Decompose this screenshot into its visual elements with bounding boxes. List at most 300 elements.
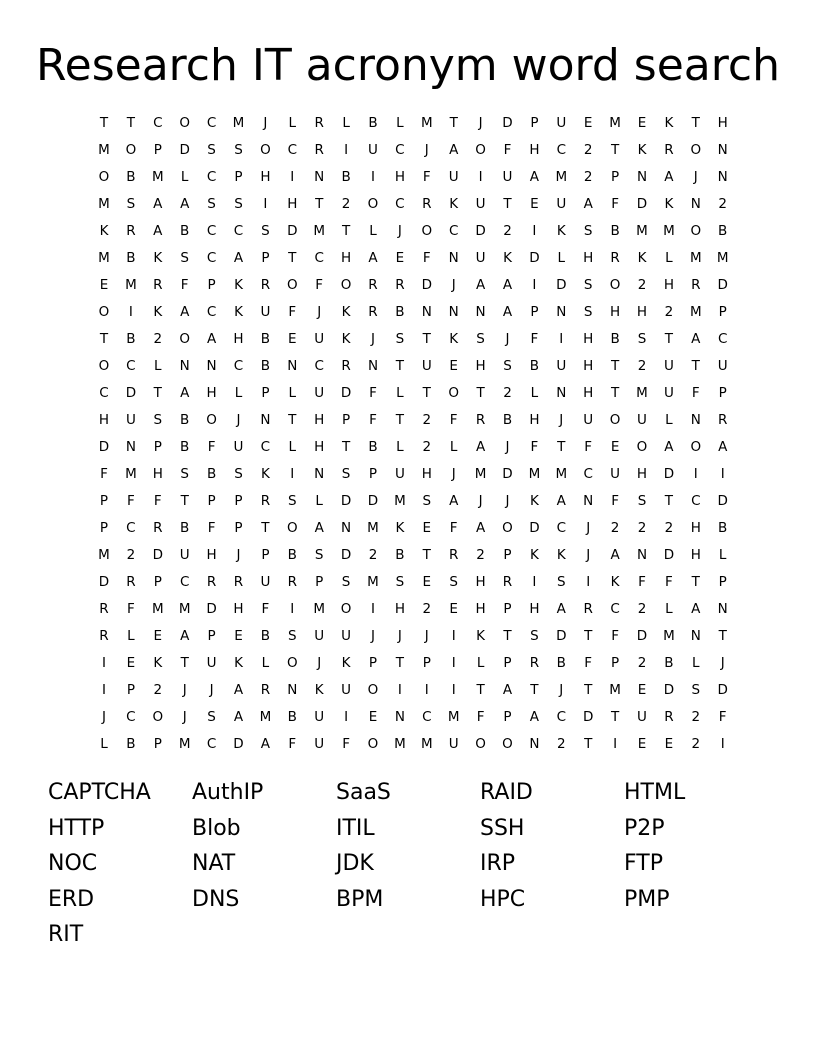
grid-letter: T [610,709,620,725]
grid-letter: R [610,250,620,266]
grid-letter: R [529,655,540,671]
grid-letter: L [396,439,404,455]
grid-letter: 2 [557,736,566,752]
grid-letter: I [586,574,591,590]
page-title: Research IT acronym word search [36,40,780,91]
grid-letter: J [182,709,187,725]
grid-letter: K [664,196,674,212]
grid-letter: C [126,709,136,725]
grid-letter: F [584,439,593,455]
grid-letter: C [314,250,324,266]
grid-letter: P [153,142,162,158]
grid-letter: J [451,277,456,293]
grid-letter: 2 [153,682,163,698]
grid-letter: P [99,520,109,536]
word-list-item: NAT [192,851,236,876]
grid-letter: I [532,223,537,239]
grid-letter: U [394,466,405,482]
grid-letter: E [422,574,432,590]
grid-letter: M [367,574,379,590]
grid-letter: L [718,547,727,563]
grid-letter: I [532,574,537,590]
grid-letter: S [395,331,405,347]
grid-letter: R [287,574,297,590]
grid-letter: I [102,682,106,698]
grid-letter: I [532,277,537,293]
word-list-item: JDK [336,851,374,876]
grid-letter: A [475,439,486,455]
grid-letter: N [260,412,271,428]
grid-letter: 2 [718,196,727,212]
grid-letter: A [502,277,513,293]
grid-letter: T [422,331,431,347]
grid-letter: S [449,574,458,590]
grid-letter: B [206,466,217,482]
grid-letter: A [529,169,540,185]
grid-letter: B [718,520,728,536]
grid-letter: K [529,547,539,563]
grid-letter: D [340,493,352,509]
grid-letter: A [664,169,674,185]
grid-letter: T [99,331,109,347]
grid-letter: P [718,304,727,320]
grid-letter: F [665,574,673,590]
word-list-item: RIT [48,922,84,947]
grid-letter: C [153,115,163,131]
grid-letter: L [154,358,162,374]
grid-letter: P [126,682,135,698]
grid-letter: 2 [153,331,163,347]
grid-letter: B [502,412,513,428]
grid-letter: P [261,250,270,266]
grid-letter: M [394,736,406,752]
grid-letter: H [583,358,594,374]
grid-letter: P [422,655,431,671]
grid-letter: N [556,385,567,401]
grid-letter: C [260,439,271,455]
grid-letter: T [584,736,593,752]
grid-letter: M [178,736,191,752]
grid-letter: R [664,142,674,158]
grid-letter: A [314,520,324,536]
grid-letter: B [180,520,190,536]
grid-letter: S [691,682,701,698]
grid-letter: C [206,304,217,320]
grid-letter: F [584,655,593,671]
grid-letter: J [478,493,483,509]
grid-letter: D [663,682,675,698]
grid-letter: K [341,304,351,320]
grid-letter: U [556,115,567,131]
grid-letter: A [180,628,190,644]
grid-letter: F [691,385,700,401]
grid-letter: T [691,358,700,374]
grid-letter: C [717,331,728,347]
grid-letter: 2 [503,385,512,401]
grid-letter: E [153,628,163,644]
grid-letter: N [314,169,325,185]
grid-letter: R [448,547,459,563]
grid-letter: T [557,439,566,455]
grid-letter: U [637,412,647,428]
grid-letter: E [637,736,647,752]
grid-letter: O [179,331,190,347]
grid-letter: J [586,547,591,563]
grid-letter: C [287,142,298,158]
grid-letter: E [368,709,378,725]
grid-letter: N [287,682,298,698]
grid-letter: O [152,709,164,725]
grid-letter: R [691,277,701,293]
grid-letter: N [690,196,701,212]
grid-letter: F [369,385,377,401]
grid-letter: T [422,385,431,401]
grid-letter: C [610,601,620,617]
grid-letter: F [127,493,135,509]
grid-letter: J [263,115,268,131]
grid-letter: B [368,115,378,131]
grid-letter: N [421,304,432,320]
grid-letter: I [290,601,295,617]
grid-letter: T [449,115,458,131]
grid-letter: T [610,385,620,401]
grid-letter: B [529,358,540,374]
grid-letter: J [317,304,322,320]
grid-letter: T [476,385,485,401]
grid-letter: T [718,628,727,644]
grid-letter: P [234,520,243,536]
word-list-item: IRP [480,851,516,876]
grid-letter: C [206,169,217,185]
grid-letter: N [717,142,728,158]
grid-letter: J [182,682,187,698]
grid-letter: H [475,358,486,374]
grid-letter: N [179,358,190,374]
grid-letter: I [344,142,349,158]
grid-letter: E [449,601,458,617]
grid-letter: C [126,358,136,374]
grid-letter: A [260,736,271,752]
grid-letter: M [125,277,137,293]
grid-letter: M [689,304,702,320]
grid-letter: B [664,655,674,671]
grid-letter: U [233,439,244,455]
grid-letter: M [98,547,110,563]
grid-letter: T [664,493,674,509]
grid-letter: B [126,736,136,752]
grid-letter: F [127,601,135,617]
grid-letter: E [664,736,674,752]
grid-letter: O [260,142,271,158]
grid-letter: R [664,709,674,725]
grid-letter: R [206,574,217,590]
grid-letter: O [367,736,379,752]
grid-letter: M [689,250,702,266]
grid-letter: P [261,547,270,563]
grid-letter: S [180,466,189,482]
grid-letter: S [234,196,243,212]
grid-letter: P [234,493,243,509]
grid-letter: C [206,223,217,239]
grid-letter: I [290,466,295,482]
grid-letter: 2 [422,601,432,617]
grid-letter: P [718,385,727,401]
grid-letter: B [180,439,190,455]
grid-letter: B [180,223,190,239]
grid-letter: F [100,466,108,482]
grid-letter: M [420,115,433,131]
grid-letter: P [342,412,351,428]
grid-letter: J [236,412,241,428]
grid-letter: D [475,223,486,239]
grid-letter: F [422,250,431,266]
word-list-item: ERD [48,886,95,912]
grid-letter: A [153,196,163,212]
grid-letter: I [263,196,268,212]
grid-letter: N [636,169,648,185]
grid-letter: D [717,682,728,698]
grid-letter: B [395,304,405,320]
grid-letter: A [180,304,190,320]
grid-letter: H [610,304,621,320]
grid-letter: D [179,142,190,158]
grid-letter: J [424,142,429,158]
grid-letter: F [288,304,297,320]
grid-letter: S [583,277,593,293]
grid-letter: A [180,385,190,401]
grid-letter: P [207,628,216,644]
grid-letter: K [153,250,163,266]
grid-letter: E [637,115,647,131]
grid-letter: B [260,358,271,374]
grid-letter: S [207,709,216,725]
grid-letter: S [341,574,351,590]
grid-letter: O [502,736,513,752]
grid-letter: O [340,277,352,293]
grid-letter: J [451,466,456,482]
word-list-item: DNS [192,886,240,912]
grid-letter: D [556,277,567,293]
grid-letter: D [287,223,298,239]
grid-letter: H [717,115,728,131]
grid-letter: L [100,736,108,752]
grid-letter: M [420,736,433,752]
grid-letter: D [717,493,728,509]
grid-letter: H [529,601,540,617]
grid-letter: N [690,628,701,644]
grid-letter: A [153,223,163,239]
grid-letter: T [422,547,431,563]
grid-letter: D [717,277,728,293]
grid-letter: P [503,709,512,725]
grid-letter: I [128,304,133,320]
grid-letter: S [395,574,405,590]
grid-letter: D [636,196,648,212]
grid-letter: S [180,250,189,266]
grid-letter: N [636,547,648,563]
grid-letter: S [314,547,324,563]
grid-letter: S [583,304,593,320]
grid-letter: N [314,466,325,482]
grid-letter: 2 [368,547,378,563]
grid-letter: C [233,358,244,374]
grid-letter: O [609,412,621,428]
grid-letter: M [636,223,648,239]
grid-letter: P [368,655,378,671]
grid-letter: M [663,223,675,239]
grid-letter: U [610,466,621,482]
grid-letter: E [583,115,593,131]
grid-letter: U [663,385,674,401]
grid-letter: R [233,574,244,590]
grid-letter: I [613,736,618,752]
grid-letter: A [691,331,701,347]
grid-letter: A [475,520,486,536]
grid-letter: K [153,304,163,320]
grid-letter: K [99,223,109,239]
grid-letter: A [449,142,459,158]
grid-letter: T [261,520,270,536]
grid-letter: U [556,358,567,374]
grid-letter: S [234,466,243,482]
grid-letter: 2 [422,412,432,428]
grid-letter: B [395,547,405,563]
grid-letter: M [178,601,191,617]
grid-letter: R [99,628,109,644]
grid-letter: I [371,169,375,185]
grid-letter: R [260,493,271,509]
grid-letter: R [502,574,513,590]
grid-letter: B [610,223,620,239]
grid-letter: K [341,655,351,671]
grid-letter: F [718,709,727,725]
grid-letter: S [476,331,485,347]
grid-letter: N [717,601,728,617]
grid-letter: K [476,628,486,644]
grid-letter: E [610,439,620,455]
grid-letter: F [611,628,619,644]
grid-letter: I [102,655,106,671]
grid-letter: T [691,115,700,131]
grid-letter: I [478,169,483,185]
grid-letter: R [475,412,486,428]
grid-letter: 2 [583,142,593,158]
grid-letter: P [530,115,539,131]
word-list-item: CAPTCHA [48,780,151,805]
grid-letter: A [502,682,513,698]
word-list-item: FTP [624,851,663,876]
grid-letter: H [98,412,110,428]
grid-letter: H [206,385,217,401]
grid-letter: D [340,547,352,563]
grid-letter: B [368,439,378,455]
grid-letter: R [153,277,163,293]
grid-letter: D [125,385,137,401]
grid-letter: P [207,277,216,293]
grid-letter: 2 [476,547,485,563]
grid-letter: L [665,250,673,266]
grid-letter: A [475,277,486,293]
grid-letter: E [395,250,405,266]
grid-letter: F [611,196,619,212]
grid-letter: R [260,277,271,293]
grid-letter: B [718,223,728,239]
grid-letter: U [717,358,728,374]
grid-letter: O [690,142,702,158]
grid-letter: L [288,385,297,401]
grid-letter: T [153,385,162,401]
grid-letter: L [369,223,377,239]
grid-letter: A [233,682,244,698]
grid-letter: M [663,628,675,644]
grid-letter: L [315,493,323,509]
grid-letter: O [286,655,298,671]
grid-letter: A [206,331,217,347]
grid-letter: A [529,709,540,725]
word-list-item: HTML [624,780,686,805]
grid-letter: O [125,142,137,158]
grid-letter: I [371,601,375,617]
grid-letter: 2 [637,520,647,536]
grid-letter: K [529,493,539,509]
grid-letter: B [610,331,620,347]
grid-letter: 2 [503,223,512,239]
grid-letter: M [609,115,621,131]
grid-letter: O [475,142,486,158]
grid-letter: J [397,223,402,239]
grid-letter: C [691,493,701,509]
grid-letter: C [448,223,459,239]
grid-letter: R [314,142,324,158]
grid-letter: F [153,493,162,509]
grid-letter: S [341,466,351,482]
grid-letter: D [502,115,513,131]
grid-letter: U [637,709,647,725]
grid-letter: M [528,466,541,482]
grid-letter: N [125,439,136,455]
grid-letter: P [368,466,378,482]
grid-letter: D [636,628,648,644]
grid-letter: K [449,331,459,347]
word-list-item: SaaS [336,780,391,805]
grid-letter: D [233,736,244,752]
grid-letter: T [664,331,674,347]
grid-letter: F [342,736,350,752]
grid-letter: F [449,412,458,428]
grid-letter: R [341,358,351,374]
grid-letter: D [529,250,540,266]
grid-letter: B [341,169,351,185]
grid-letter: T [180,655,189,671]
grid-letter: B [180,412,190,428]
grid-letter: B [126,169,136,185]
grid-letter: J [236,547,241,563]
grid-letter: O [690,223,702,239]
grid-letter: 2 [637,655,647,671]
grid-letter: P [153,574,162,590]
grid-letter: U [421,358,432,374]
grid-letter: L [342,115,350,131]
grid-letter: A [664,439,674,455]
grid-letter: S [207,142,216,158]
grid-letter: U [583,412,594,428]
grid-letter: M [151,169,164,185]
grid-letter: C [99,385,109,401]
grid-letter: P [234,169,243,185]
word-list-item: PMP [624,886,670,912]
grid-letter: D [502,466,513,482]
grid-letter: U [125,412,136,428]
